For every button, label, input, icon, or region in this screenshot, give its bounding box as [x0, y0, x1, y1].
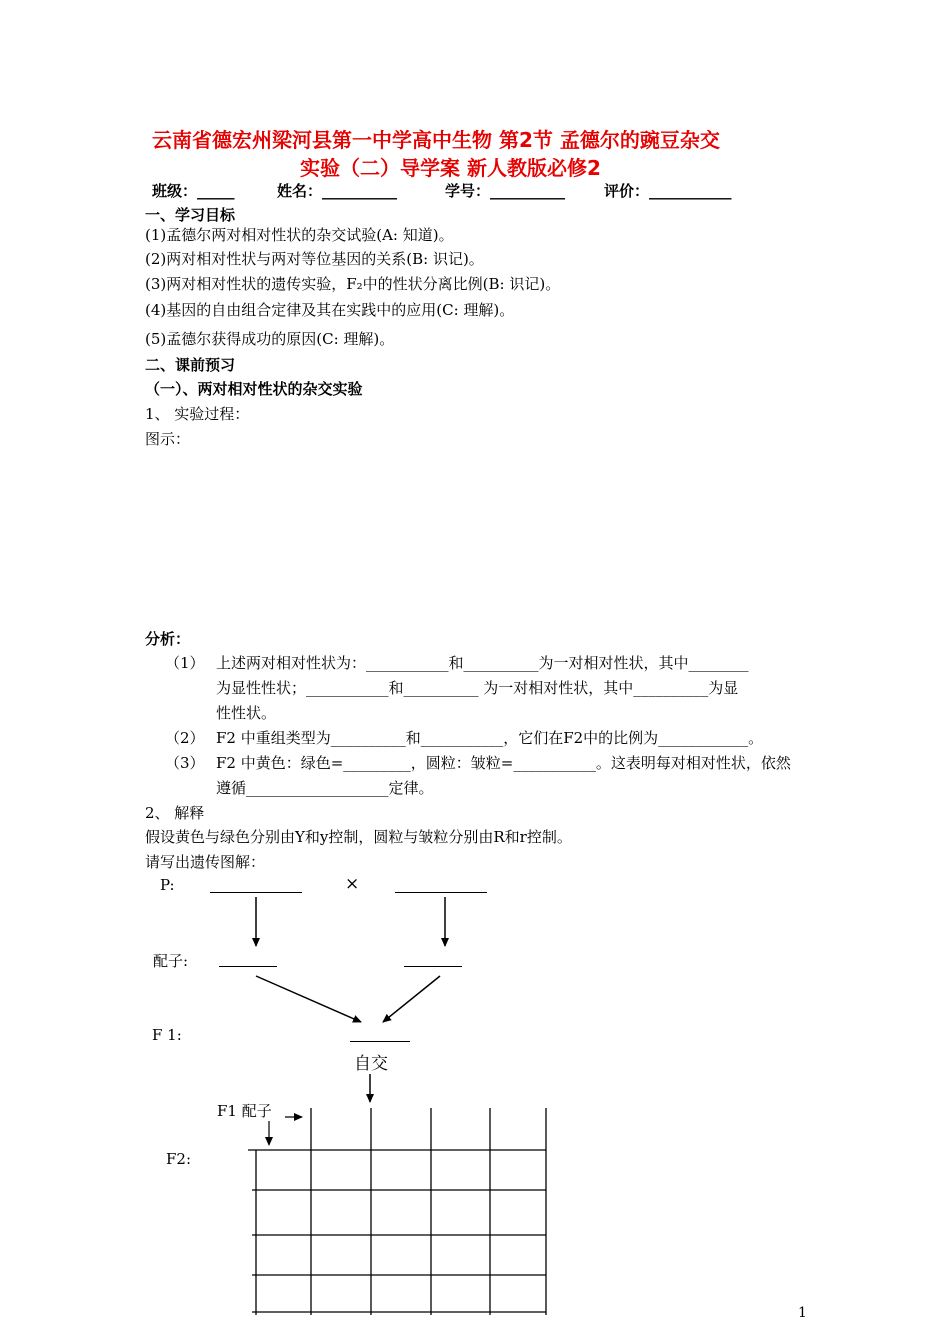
class-field: 班级：_____	[152, 182, 235, 200]
subsection-experiment: （一）、两对相对性状的杂交实验	[145, 380, 363, 398]
goal-item: (3)两对相对性状的遗传实验，F₂中的性状分离比例(B: 识记)。	[145, 275, 561, 293]
step-process: 1、 实验过程：	[145, 405, 250, 423]
cross-symbol: ×	[345, 874, 360, 894]
punnett-grid	[248, 1108, 546, 1315]
figure-label: 图示：	[145, 430, 191, 448]
analysis-number: （1）	[165, 654, 205, 672]
analysis-line: F2 中重组类型为__________和___________，它们在F2中的比例为____________。	[216, 729, 764, 747]
name-field: 姓名：__________	[277, 182, 398, 200]
f2-label: F2:	[166, 1150, 192, 1168]
p-label: P:	[160, 876, 175, 894]
analysis-line: 遵循___________________定律。	[216, 779, 434, 797]
arrow-gamete-right	[383, 976, 440, 1022]
analysis-number: （3）	[165, 754, 205, 772]
arrow-gamete-left	[256, 976, 361, 1022]
student-id-field: 学号：__________	[445, 182, 566, 200]
goal-item: (5)孟德尔获得成功的原因(C: 理解)。	[145, 330, 395, 348]
section-learning-goals: 一、学习目标	[145, 206, 236, 224]
goal-item: (2)两对相对性状与两对等位基因的关系(B: 识记)。	[145, 250, 484, 268]
title-line-2: 实验（二）导学案 新人教版必修2	[300, 156, 601, 180]
gamete-label: 配子:	[153, 952, 189, 970]
analysis-number: （2）	[165, 729, 205, 747]
instruction-text: 请写出遗传图解：	[145, 853, 266, 871]
analysis-line: 为显性性状；___________和__________ 为一对相对性状，其中__________为显	[216, 679, 739, 697]
goal-item: (4)基因的自由组合定律及其在实践中的应用(C: 理解)。	[145, 301, 515, 319]
analysis-line: 上述两对相对性状为：___________和__________为一对相对性状，其中________	[216, 654, 749, 672]
f1-label: F 1:	[152, 1026, 182, 1044]
step-explain: 2、 解释	[145, 804, 205, 822]
page-number: 1	[798, 1305, 807, 1321]
analysis-line: 性性状。	[216, 704, 277, 722]
selfing-label: 自交	[354, 1054, 388, 1074]
f1-gamete-label: F1 配子	[217, 1102, 272, 1120]
title-line-1: 云南省德宏州梁河县第一中学高中生物 第2节 孟德尔的豌豆杂交	[152, 128, 720, 152]
evaluation-field: 评价：___________	[604, 182, 732, 200]
section-preview: 二、课前预习	[145, 356, 236, 374]
goal-item: (1)孟德尔两对相对性状的杂交试验(A: 知道)。	[145, 226, 454, 244]
analysis-heading: 分析：	[145, 630, 191, 648]
analysis-line: F2 中黄色：绿色=_________，圆粒：皱粒=___________。这表明每对相对性状，依然	[216, 754, 791, 772]
assumption-text: 假设黄色与绿色分别由Y和y控制，圆粒与皱粒分别由R和r控制。	[145, 828, 572, 846]
